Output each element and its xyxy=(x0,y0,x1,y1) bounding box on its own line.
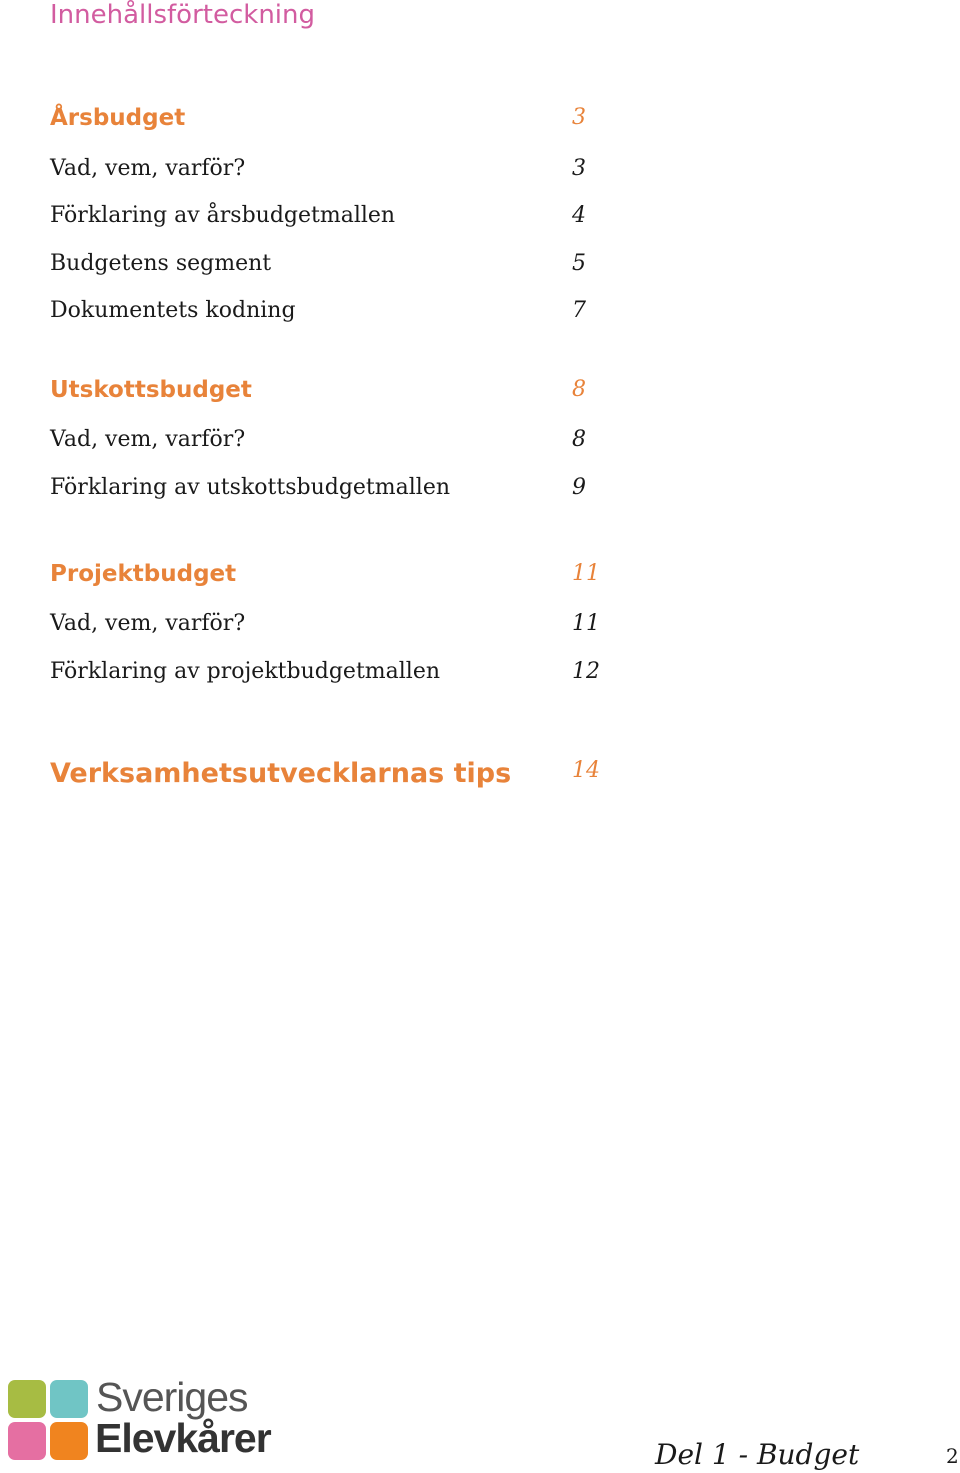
page-title: Innehållsförteckning xyxy=(50,0,316,30)
logo-square-teal xyxy=(50,1380,88,1418)
toc-heading-arsbudget[interactable] xyxy=(50,105,610,145)
toc-page-number: 3 xyxy=(572,156,586,181)
toc-entry[interactable] xyxy=(50,251,610,291)
logo-square-green xyxy=(8,1380,46,1418)
toc-page-number: 8 xyxy=(572,377,586,402)
toc-entry-label: Förklaring av utskottsbudgetmallen xyxy=(50,475,451,500)
toc-entry[interactable] xyxy=(50,298,610,338)
logo-text-elevkarer: Elevkårer xyxy=(95,1415,271,1461)
toc-page-number: 5 xyxy=(572,251,586,276)
toc-heading-label: Projektbudget xyxy=(50,561,237,587)
toc-page-number: 4 xyxy=(572,203,586,228)
toc-entry[interactable] xyxy=(50,611,610,651)
toc-entry[interactable] xyxy=(50,475,610,515)
toc-page-number: 8 xyxy=(572,427,586,452)
toc-heading-utskottsbudget[interactable] xyxy=(50,377,610,417)
toc-entry-label: Vad, vem, varför? xyxy=(50,611,246,636)
toc-heading-label: Utskottsbudget xyxy=(50,377,252,403)
toc-heading-verksamhetsutvecklarnas-tips[interactable] xyxy=(50,758,610,798)
toc-entry[interactable] xyxy=(50,427,610,467)
toc-page-number: 14 xyxy=(572,758,600,783)
sveriges-elevkarer-logo xyxy=(8,1374,278,1464)
toc-page-number: 9 xyxy=(572,475,586,500)
toc-entry-label: Vad, vem, varför? xyxy=(50,427,246,452)
toc-page-number: 11 xyxy=(572,561,600,586)
logo-text-sveriges: Sveriges xyxy=(96,1374,248,1420)
toc-entry-label: Budgetens segment xyxy=(50,251,272,276)
toc-heading-label: Årsbudget xyxy=(50,105,186,131)
toc-entry-label: Förklaring av projektbudgetmallen xyxy=(50,659,441,684)
toc-entry-label: Förklaring av årsbudgetmallen xyxy=(50,203,396,228)
toc-entry[interactable] xyxy=(50,203,610,243)
toc-heading-label: Verksamhetsutvecklarnas tips xyxy=(50,758,512,789)
toc-entry[interactable] xyxy=(50,659,610,699)
logo-square-orange xyxy=(50,1422,88,1460)
toc-heading-projektbudget[interactable] xyxy=(50,561,610,601)
toc-entry[interactable] xyxy=(50,156,610,196)
toc-page-number: 3 xyxy=(572,105,586,130)
toc-page-number: 11 xyxy=(572,611,600,636)
toc-entry-label: Vad, vem, varför? xyxy=(50,156,246,181)
page-number: 2 xyxy=(946,1444,959,1468)
logo-square-pink xyxy=(8,1422,46,1460)
toc-page-number: 7 xyxy=(572,298,586,323)
footer-section-title: Del 1 - Budget xyxy=(655,1438,860,1471)
toc-entry-label: Dokumentets kodning xyxy=(50,298,296,323)
toc-page-number: 12 xyxy=(572,659,600,684)
